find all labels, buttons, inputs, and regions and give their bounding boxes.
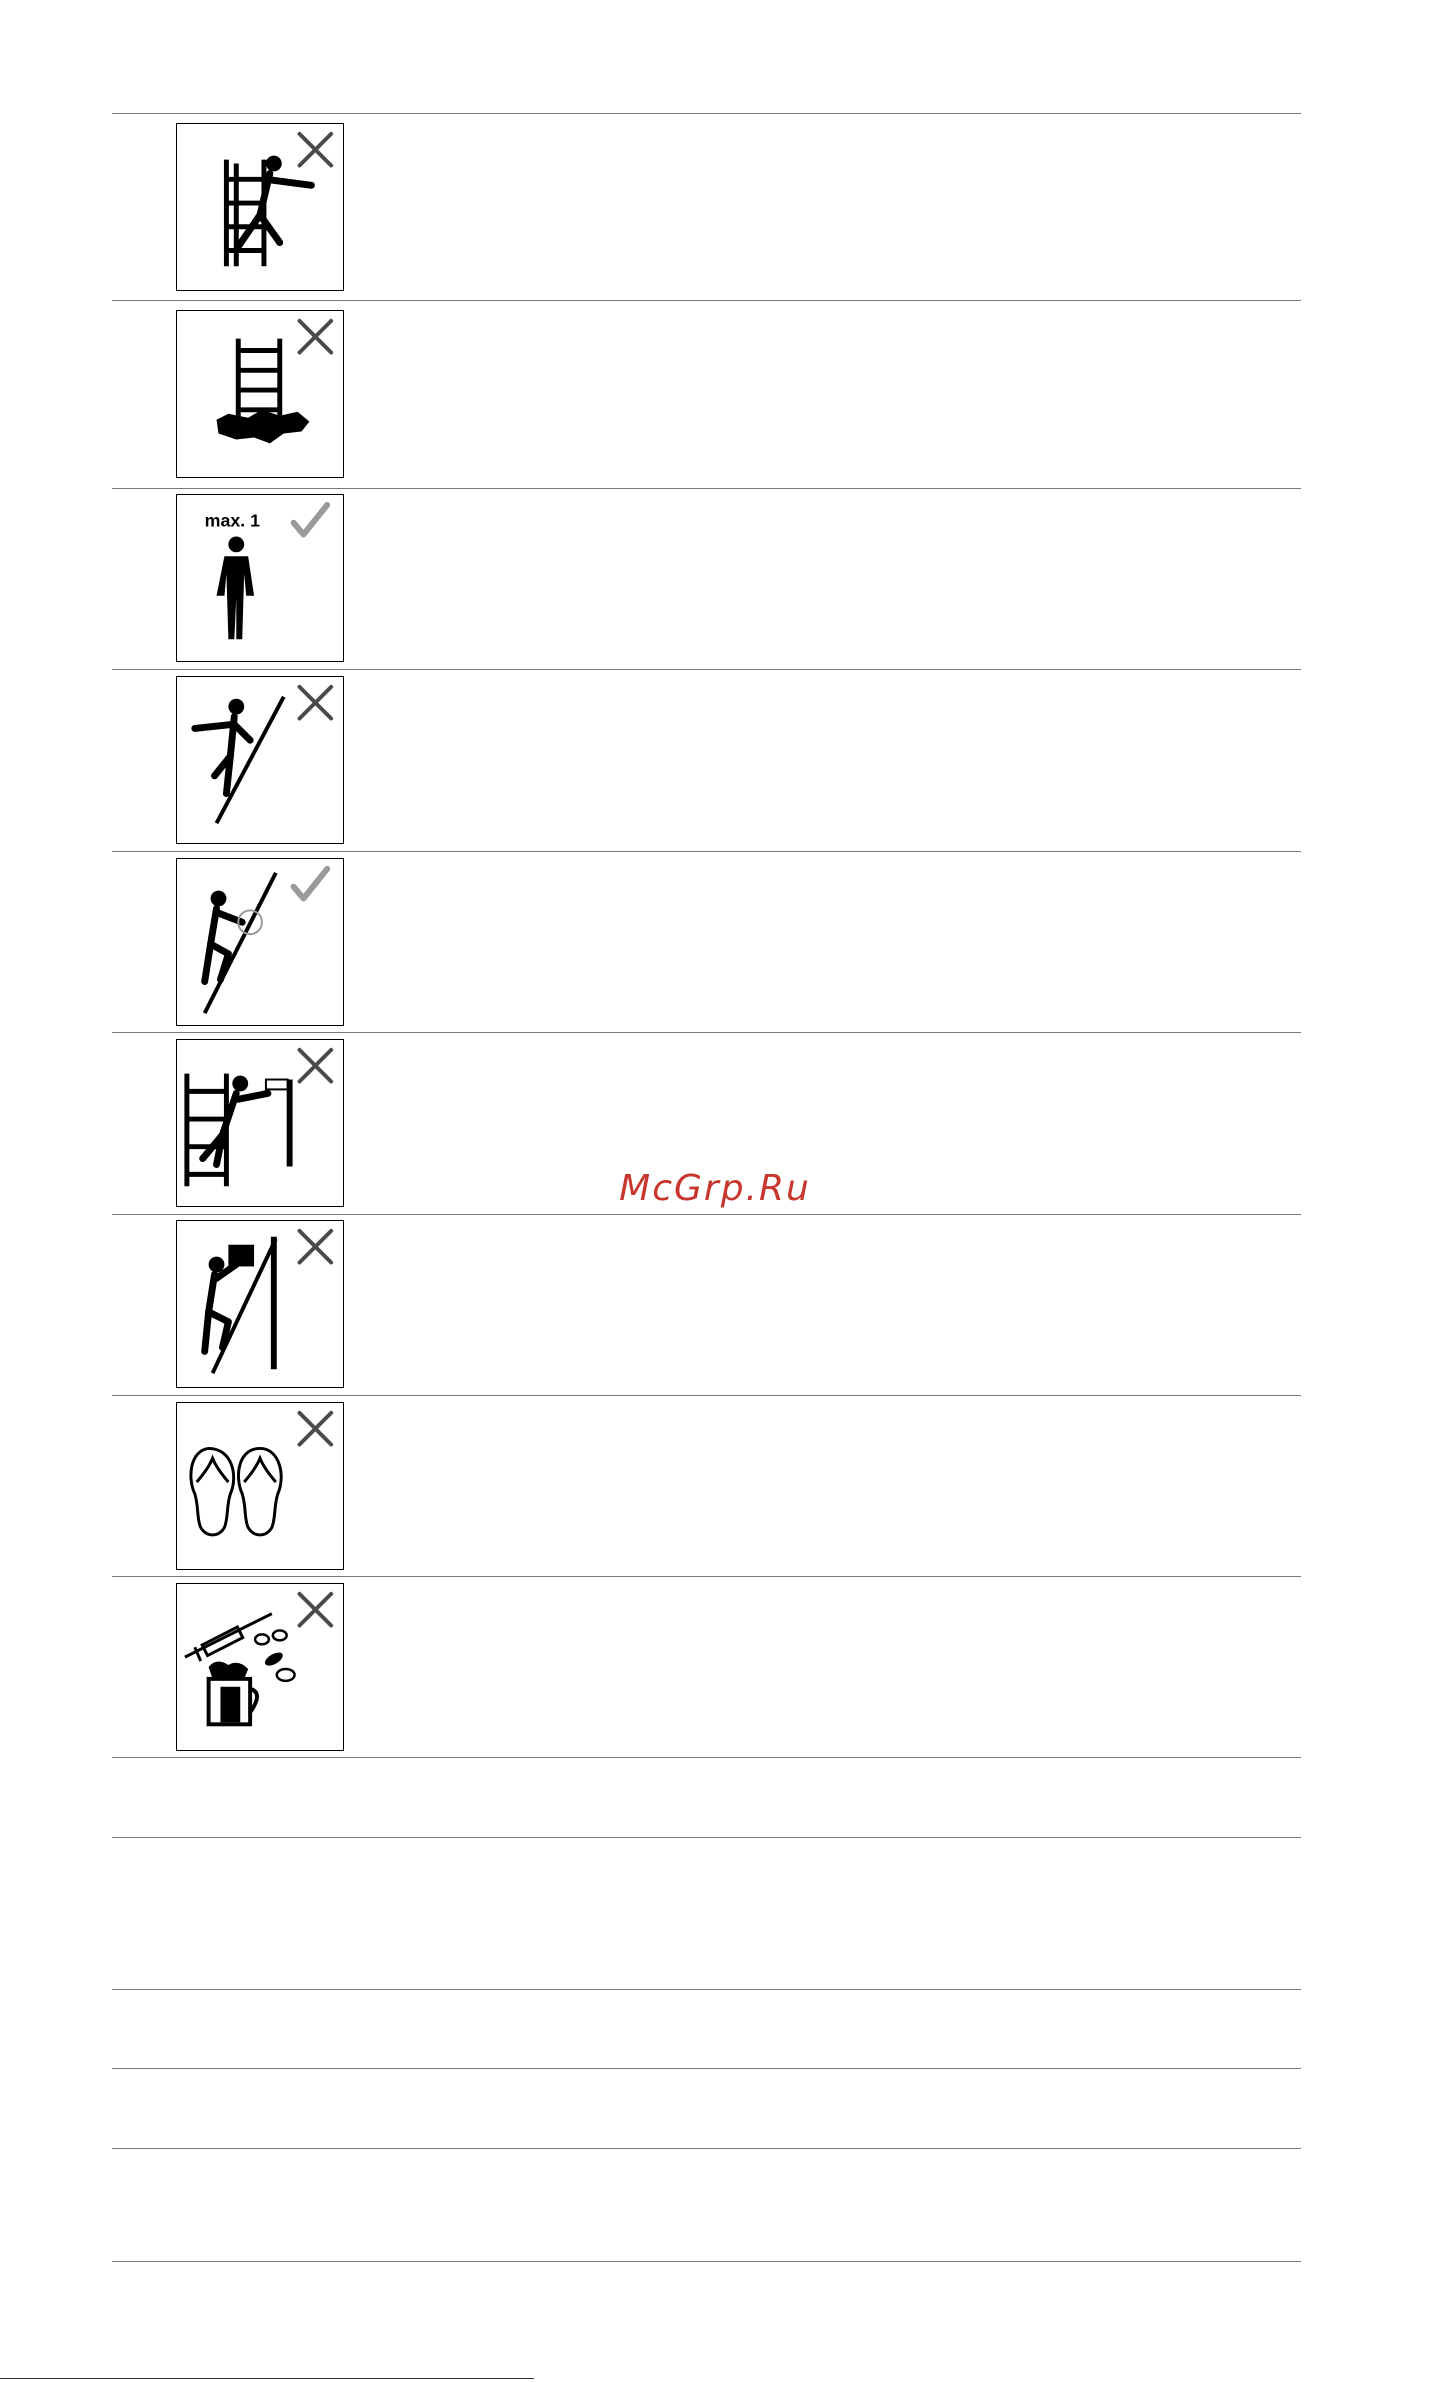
no-drugs-alcohol-icon [176, 1583, 344, 1751]
row-divider [112, 1837, 1301, 1838]
cross-icon [300, 1594, 332, 1626]
footer-rule [0, 2378, 534, 2379]
row-divider [112, 851, 1301, 852]
row-divider [112, 1576, 1301, 1577]
row-divider [112, 113, 1301, 114]
watermark: McGrp.Ru [619, 1168, 811, 1209]
no-flip-flops-icon [176, 1402, 344, 1570]
row-divider [112, 2261, 1301, 2262]
cross-icon [300, 1413, 332, 1445]
row-divider [112, 1214, 1301, 1215]
row-divider [112, 300, 1301, 301]
row-divider [112, 2068, 1301, 2069]
no-one-hand-climbing-icon [176, 676, 344, 844]
max-one-label: max. 1 [204, 510, 260, 531]
row-divider [112, 1989, 1301, 1990]
row-divider [112, 1395, 1301, 1396]
cross-icon [300, 1050, 332, 1082]
row-divider [112, 488, 1301, 489]
max-one-person-icon [176, 494, 344, 662]
row-divider [112, 1757, 1301, 1758]
check-icon [294, 505, 328, 535]
check-icon [294, 869, 328, 899]
no-carrying-loads-icon [176, 1220, 344, 1388]
cross-icon [300, 687, 332, 719]
no-ladder-on-unstable-ground-icon [176, 310, 344, 478]
cross-icon [300, 134, 332, 166]
cross-icon [300, 321, 332, 353]
row-divider [112, 2148, 1301, 2149]
face-ladder-climbing-icon [176, 858, 344, 1026]
row-divider [112, 669, 1301, 670]
cross-icon [300, 1231, 332, 1263]
no-overreaching-from-ladder-icon [176, 123, 344, 291]
row-divider [112, 1032, 1301, 1033]
